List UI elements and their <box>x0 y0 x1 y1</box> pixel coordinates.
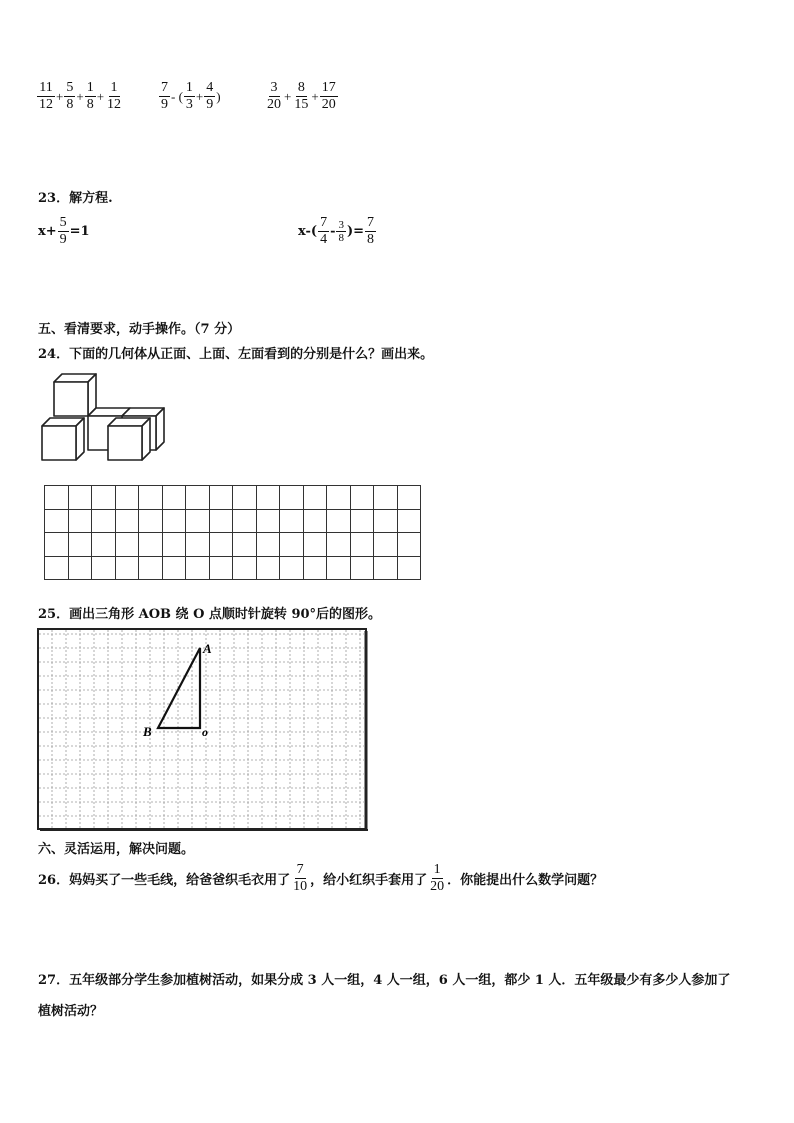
fraction: $\frac{17}{20}$ <box>321 80 336 112</box>
q25-title: 25．画出三角形 AOB 绕 O 点顺时针旋转 90°后的图形。 <box>38 607 382 622</box>
grid-cell[interactable] <box>162 556 186 580</box>
grid-cell[interactable] <box>139 486 163 510</box>
section-6-heading: 六、灵活运用，解决问题。 <box>38 842 195 857</box>
grid-cell[interactable] <box>397 556 421 580</box>
grid-cell[interactable] <box>303 556 327 580</box>
q22-expression-3: $\frac{3}{20}$ + $\frac{8}{15}$ + $\frac{17}{20}$ <box>267 80 336 112</box>
fraction: $\frac{4}{9}$ <box>206 80 214 112</box>
grid-cell[interactable] <box>68 509 92 533</box>
grid-cell[interactable] <box>303 509 327 533</box>
grid-cell[interactable] <box>256 509 280 533</box>
grid-cell[interactable] <box>350 556 374 580</box>
grid-cell[interactable] <box>374 486 398 510</box>
grid-cell[interactable] <box>186 556 210 580</box>
grid-cell[interactable] <box>209 509 233 533</box>
grid-cell[interactable] <box>350 486 374 510</box>
drawing-grid[interactable] <box>44 485 421 580</box>
fraction: $\frac{7}{4}$ <box>320 215 328 247</box>
grid-cell[interactable] <box>186 509 210 533</box>
grid-cell[interactable] <box>374 556 398 580</box>
grid-cell[interactable] <box>92 509 116 533</box>
fraction: $\frac{1}{12}$ <box>107 80 122 112</box>
q23-equation-2: x-( $\frac{7}{4}$ - $\frac{3}{8}$ )= $\frac{7}{8}$ <box>298 215 375 247</box>
fraction: $\frac{7}{9}$ <box>161 80 168 112</box>
rotation-grid[interactable] <box>37 628 369 832</box>
grid-cell[interactable] <box>256 486 280 510</box>
grid-cell[interactable] <box>233 556 257 580</box>
grid-cell[interactable] <box>139 556 163 580</box>
grid-cell[interactable] <box>280 486 304 510</box>
grid-cell[interactable] <box>209 486 233 510</box>
grid-cell[interactable] <box>45 556 69 580</box>
grid-cell[interactable] <box>256 556 280 580</box>
grid-cell[interactable] <box>397 509 421 533</box>
grid-cell[interactable] <box>280 556 304 580</box>
grid-cell[interactable] <box>374 533 398 557</box>
point-o-label: o <box>202 725 208 739</box>
q23-equation-1: x+ $\frac{5}{9}$ =1 <box>38 215 90 247</box>
grid-cell[interactable] <box>209 556 233 580</box>
q26-question: 26．妈妈买了一些毛线，给爸爸织毛衣用了 $\frac{7}{10}$ ，给小红织手套用了 $\frac{1}{20}$ ．你能提出什么数学问题？ <box>38 862 604 894</box>
point-b-label: B <box>143 724 152 739</box>
grid-cell[interactable] <box>233 533 257 557</box>
grid-cell[interactable] <box>280 533 304 557</box>
grid-cell[interactable] <box>233 509 257 533</box>
q27-line-2: 植树活动？ <box>38 1004 104 1019</box>
grid-cell[interactable] <box>327 509 351 533</box>
fraction: $\frac{7}{8}$ <box>367 215 375 247</box>
grid-cell[interactable] <box>45 486 69 510</box>
grid-cell[interactable] <box>92 533 116 557</box>
grid-cell[interactable] <box>350 533 374 557</box>
grid-cell[interactable] <box>139 533 163 557</box>
grid-cell[interactable] <box>327 533 351 557</box>
grid-cell[interactable] <box>162 509 186 533</box>
q23-title: 23．解方程. <box>38 191 113 206</box>
grid-cell[interactable] <box>327 486 351 510</box>
grid-cell[interactable] <box>92 486 116 510</box>
fraction: $\frac{1}{8}$ <box>86 80 94 112</box>
grid-cell[interactable] <box>280 509 304 533</box>
fraction: $\frac{1}{20}$ <box>430 862 445 894</box>
grid-cell[interactable] <box>186 486 210 510</box>
point-a-label: A <box>203 641 212 656</box>
fraction: $\frac{5}{9}$ <box>59 215 67 247</box>
fraction: $\frac{1}{3}$ <box>185 80 193 112</box>
grid-cell[interactable] <box>115 509 139 533</box>
grid-cell[interactable] <box>374 509 398 533</box>
grid-cell[interactable] <box>162 533 186 557</box>
grid-cell[interactable] <box>303 533 327 557</box>
grid-cell[interactable] <box>115 533 139 557</box>
grid-cell[interactable] <box>115 486 139 510</box>
grid-cell[interactable] <box>92 556 116 580</box>
cube-solid-figure <box>38 370 166 466</box>
grid-cell[interactable] <box>397 533 421 557</box>
grid-cell[interactable] <box>327 556 351 580</box>
grid-cell[interactable] <box>45 509 69 533</box>
q27-line-1: 27．五年级部分学生参加植树活动，如果分成 3 人一组，4 人一组，6 人一组，都少 1 人．五年级最少有多少人参加了 <box>38 973 731 988</box>
grid-cell[interactable] <box>186 533 210 557</box>
grid-cell[interactable] <box>303 486 327 510</box>
grid-cell[interactable] <box>45 533 69 557</box>
grid-cell[interactable] <box>397 486 421 510</box>
grid-cell[interactable] <box>68 533 92 557</box>
q22-expression-2: $\frac{7}{9}$ - ( $\frac{1}{3}$ + $\frac{4}{9}$ ) <box>161 80 221 112</box>
fraction: $\frac{5}{8}$ <box>66 80 74 112</box>
section-5-heading: 五、看清要求，动手操作。（7 分） <box>38 322 241 337</box>
fraction: $\frac{7}{10}$ <box>293 862 308 894</box>
grid-cell[interactable] <box>233 486 257 510</box>
grid-cell[interactable] <box>139 509 163 533</box>
fraction: $\frac{3}{20}$ <box>267 80 281 112</box>
grid-cell[interactable] <box>256 533 280 557</box>
fraction: $\frac{3}{8}$ <box>338 219 344 244</box>
grid-cell[interactable] <box>68 556 92 580</box>
q24-title: 24．下面的几何体从正面、上面、左面看到的分别是什么？画出来。 <box>38 347 434 362</box>
grid-cell[interactable] <box>350 509 374 533</box>
grid-cell[interactable] <box>115 556 139 580</box>
grid-cell[interactable] <box>209 533 233 557</box>
fraction: $\frac{8}{15}$ <box>294 80 309 112</box>
grid-cell[interactable] <box>68 486 92 510</box>
fraction: $\frac{11}{12}$ <box>39 80 53 112</box>
grid-cell[interactable] <box>162 486 186 510</box>
q22-expression-1: $\frac{11}{12}$ + $\frac{5}{8}$ + $\frac{1}{8}$ + $\frac{1}{12}$ <box>39 80 122 112</box>
